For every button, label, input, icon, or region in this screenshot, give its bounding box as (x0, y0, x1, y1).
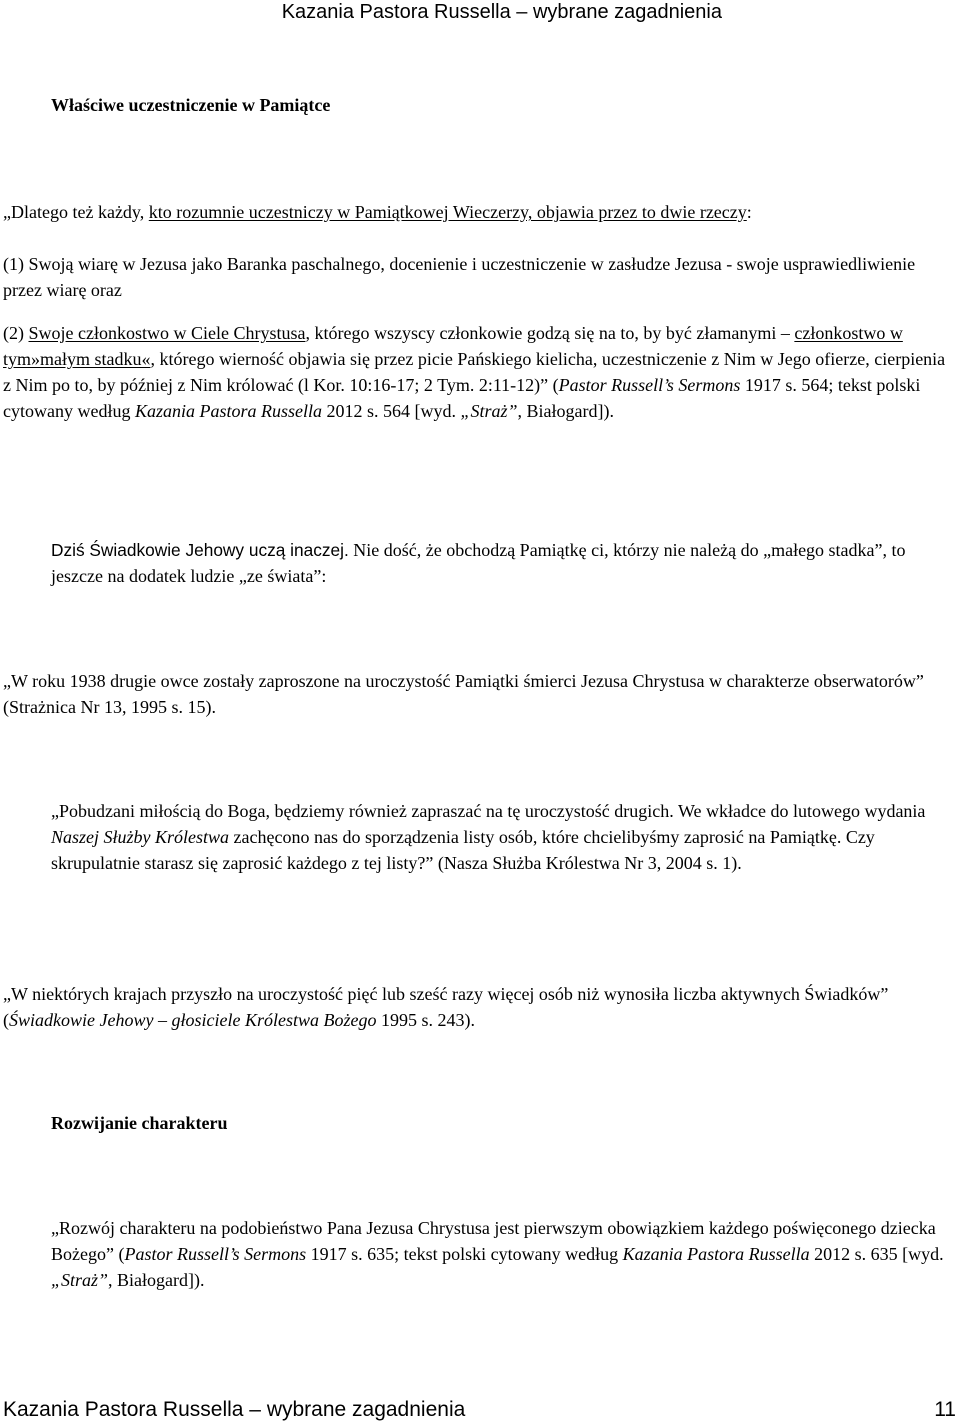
point-2-kpr-title: Kazania Pastora Russella (134, 401, 322, 421)
quote-niektorych (3, 981, 954, 1033)
quote-charakter-mid: 1917 s. 635; tekst polski cytowany według (306, 1244, 623, 1264)
quote-pobudzani-part2: zachęcono nas do sporządzenia listy osób, które chcielibyśmy zaprosić na Pamiątkę. Czy skrupulatnie starasz się zaprosić każdego z tej listy?” (Nasza Służba Królestwa Nr 3, 2004 s. 1). (51, 827, 875, 873)
point-2 (3, 320, 954, 424)
section-heading-pamiatka: Właściwe uczestniczenie w Pamiątce (51, 95, 331, 115)
point-2-source-mid: 1917 s. 564; tekst polski cytowany według (3, 375, 921, 421)
paragraph-today-lead: Dziś Świadkowie Jehowy uczą inaczej. (51, 540, 349, 560)
paragraph-today-rest: Nie dość, że obchodzą Pamiątkę ci, którzy nie należą do „małego stadka”, to jeszcze na dodatek ludzie „ze świata”: (51, 540, 906, 586)
point-1: (1) Swoją wiarę w Jezusa jako Baranka paschalnego, docenienie i uczestniczenie w zasłudze Jezusa - swoje usprawiedliwienie przez wiarę oraz (3, 254, 916, 300)
page-number: 11 (934, 1398, 956, 1421)
point-2-source-title: Pastor Russell’s Sermons (558, 375, 741, 395)
quote-intro-open: „Dlatego też każdy, (3, 202, 149, 222)
quote-niektorych-italic: Świadkowie Jehowy – głosiciele Królestwa Bożego (9, 1010, 377, 1030)
point-2-underlined-1: Swoje członkostwo w Ciele Chrystusa (28, 323, 306, 343)
quote-intro-underlined: kto rozumnie uczestniczy w Pamiątkowej Wieczerzy, objawia przez to dwie rzeczy (148, 202, 747, 222)
quote-1938: „W roku 1938 drugie owce zostały zaproszone na uroczystość Pamiątki śmierci Jezusa Chrystusa w charakterze obserwatorów” (Strażnica Nr 13, 1995 s. 15). (3, 671, 924, 717)
quote-pobudzani-italic: Naszej Służby Królestwa (51, 827, 230, 847)
running-header: Kazania Pastora Russella – wybrane zagadnienia (281, 1, 722, 23)
quote-charakter-straz: „Straż” (51, 1270, 109, 1290)
quote-charakter-part1: „Rozwój charakteru na podobieństwo Pana Jezusa Chrystusa jest pierwszym obowiązkiem każdego poświęconego dziecka Bożego” ( (51, 1218, 936, 1264)
quote-charakter (3, 1215, 954, 1293)
quote-charakter-source-title: Pastor Russell’s Sermons (124, 1244, 307, 1264)
point-2-straz: „Straż” (460, 401, 518, 421)
point-2-rest: , którego wierność objawia się przez picie Pańskiego kielicha, uczestniczenie z Nim w Jego ofierze, cierpienia z Nim po to, by później z Nim królować (l Kor. 10:16-17; 2 Tym. 2:11-12)” ( (3, 349, 946, 395)
point-2-underlined-2: członkostwo w tym»małym stadku« (3, 323, 903, 369)
running-footer (3, 1398, 956, 1422)
quote-pobudzani-part1: „Pobudzani miłością do Boga, będziemy również zapraszać na tę uroczystość drugich. We wkładce do lutowego wydania (51, 801, 926, 821)
quote-charakter-end: , Białogard]). (108, 1270, 205, 1290)
point-2-end: , Białogard]). (517, 401, 614, 421)
section-heading-charakter: Rozwijanie charakteru (51, 1113, 228, 1133)
quote-niektorych-part1: „W niektórych krajach przyszło na uroczystość pięć lub sześć razy więcej osób niż wynosiła liczba aktywnych Świadków” ( (3, 984, 889, 1030)
point-2-mid: , którego wszyscy członkowie godzą się na to, by być złamanymi – (305, 323, 795, 343)
point-2-prefix: (2) (3, 323, 29, 343)
point-2-kpr-mid: 2012 s. 564 [wyd. (321, 401, 461, 421)
quote-charakter-kpr-title: Kazania Pastora Russella (622, 1244, 810, 1264)
quote-intro (3, 199, 954, 225)
quote-pobudzani (3, 798, 954, 876)
quote-intro-colon: : (746, 202, 752, 222)
footer-title: Kazania Pastora Russella – wybrane zagadnienia (3, 1398, 466, 1421)
quote-charakter-mid2: 2012 s. 635 [wyd. (809, 1244, 944, 1264)
quote-niektorych-part2: 1995 s. 243). (376, 1010, 475, 1030)
paragraph-today (3, 537, 954, 589)
